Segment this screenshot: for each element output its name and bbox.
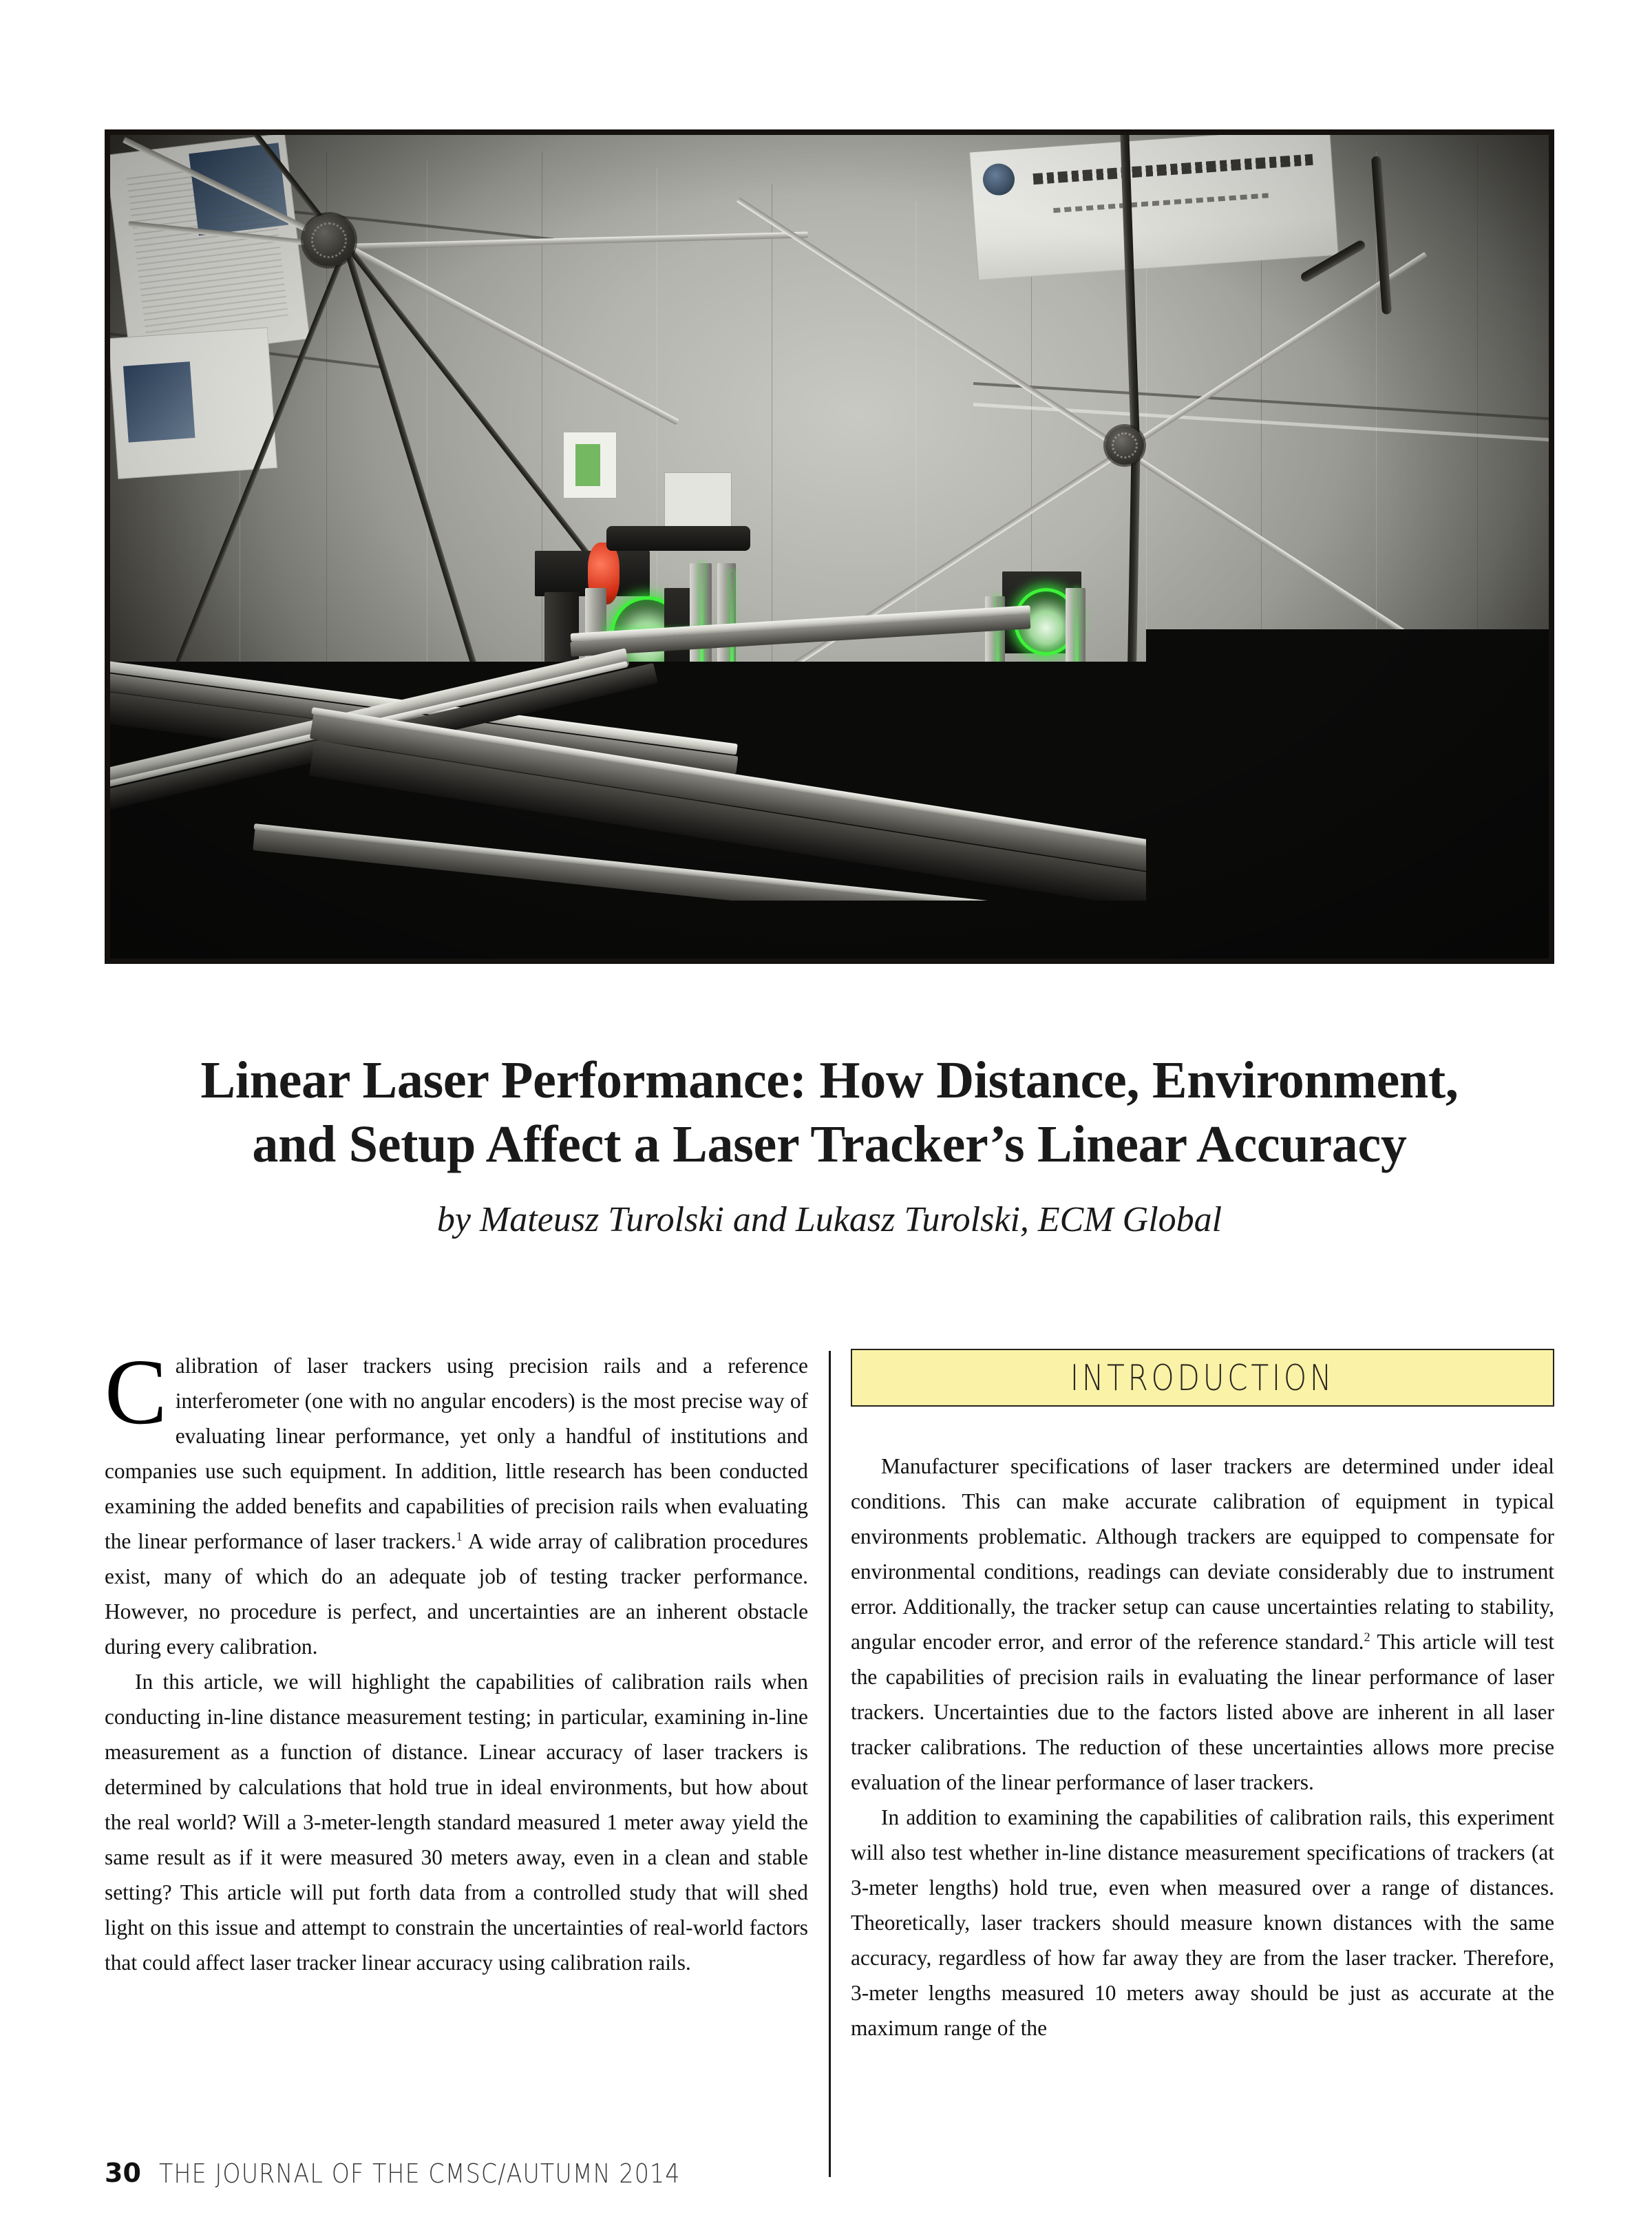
paragraph-text: Manufacturer specifications of laser trackers are determined under ideal conditions. This can make accurate calibration of equipment in typical environments problematic. Although trackers are equipped to compensate for environmental conditions, readings can deviate considerably due to instrument error. Additionally, the tracker setup can cause uncertainties relating to stability, angular encoder error, and error of the reference standard.: [851, 1454, 1554, 1654]
figure-photo: [105, 129, 1554, 964]
wall-sign-green-label: [575, 444, 600, 486]
banner-title-text: [1032, 154, 1313, 185]
panel-seam: [915, 201, 916, 629]
column-divider: [829, 1351, 831, 2177]
optics-bar: [606, 526, 750, 551]
banner-logo: [982, 162, 1015, 196]
article-title-line-1: Linear Laser Performance: How Distance, Environment,: [200, 1051, 1459, 1109]
body-column-right: [851, 1449, 1554, 2046]
photo-canvas: [110, 135, 1549, 958]
body-column-left: [105, 1341, 808, 1980]
wall-poster: [110, 327, 277, 479]
article-title: [105, 1049, 1554, 1177]
banner-subtitle-text: [1053, 193, 1269, 213]
section-heading-box: [851, 1349, 1554, 1407]
article-byline: by Mateusz Turolski and Lukasz Turolski, ECM Global: [436, 1200, 1222, 1239]
poster-text-lines: [127, 160, 288, 333]
page-footer: [105, 2158, 708, 2188]
poster-image: [124, 361, 195, 443]
page-number: 30: [105, 2158, 141, 2188]
footnote-marker-2[interactable]: 2: [1364, 1630, 1370, 1644]
paragraph-text: alibration of laser trackers using precision rails and a reference interferometer (one with no angular encoders) is the most precise way of evaluating linear performance, yet only a handful of institutions and companies use such equipment. In addition, little research has been conducted examining the added benefits and capabilities of precision rails when evaluating the linear performance of laser trackers.: [105, 1354, 808, 1553]
paragraph: [851, 1449, 1554, 1800]
paragraph: In this article, we will highlight the capabilities of calibration rails when conducting in-line distance measurement testing; in particular, examining in-line measurement as a function of distance. Linear accuracy of laser trackers is determined by calculations that hold true in ideal environments, but how about the real world? Will a 3-meter-length standard measured 1 meter away yield the same result as if it were measured 30 meters away, even in a clean and stable setting? This article will put forth data from a controlled study that will shed light on this issue and attempt to constrain the uncertainties of real-world factors that could affect laser tracker linear accuracy using calibration rails.: [105, 1670, 808, 1975]
tent-hub: [303, 214, 355, 266]
footnote-marker-1[interactable]: 1: [456, 1529, 463, 1544]
drop-cap: C: [105, 1341, 167, 1444]
wall-sign: [563, 432, 616, 499]
section-heading-label: INTRODUCTION: [1070, 1356, 1335, 1399]
measurement-solutions-banner: [969, 135, 1338, 280]
paragraph-text-tail: A wide array of calibration procedures exist, many of which do an adequate job of testing tracker performance. However, no procedure is perfect, and uncertainties are an inherent obstacle during every calibration.: [105, 1529, 808, 1659]
paragraph: [105, 1341, 808, 1664]
journal-name: THE JOURNAL OF THE CMSC/AUTUMN 2014: [158, 2159, 681, 2189]
paragraph: In addition to examining the capabilities of calibration rails, this experiment will also test whether in-line distance measurement specifications of trackers (at 3-meter lengths) hold true, even when measured over a range of distances. Theoretically, laser trackers should measure known distances with the same accuracy, regardless of how far away they are from the laser tracker. Therefore, 3-meter lengths measured 10 meters away should be just as accurate at the maximum range of the: [851, 1805, 1554, 2040]
foreground-shadow: [1146, 629, 1549, 958]
paragraph-text-tail: This article will test the capabilities of precision rails in evaluating the linear performance of laser trackers. Uncertainties due to the factors listed above are inherent in all laser tracker calibrations. The reduction of these uncertainties allows more precise evaluation of the linear performance of laser trackers.: [851, 1630, 1554, 1794]
article-title-line-2: and Setup Affect a Laser Tracker’s Linear Accuracy: [252, 1115, 1407, 1174]
